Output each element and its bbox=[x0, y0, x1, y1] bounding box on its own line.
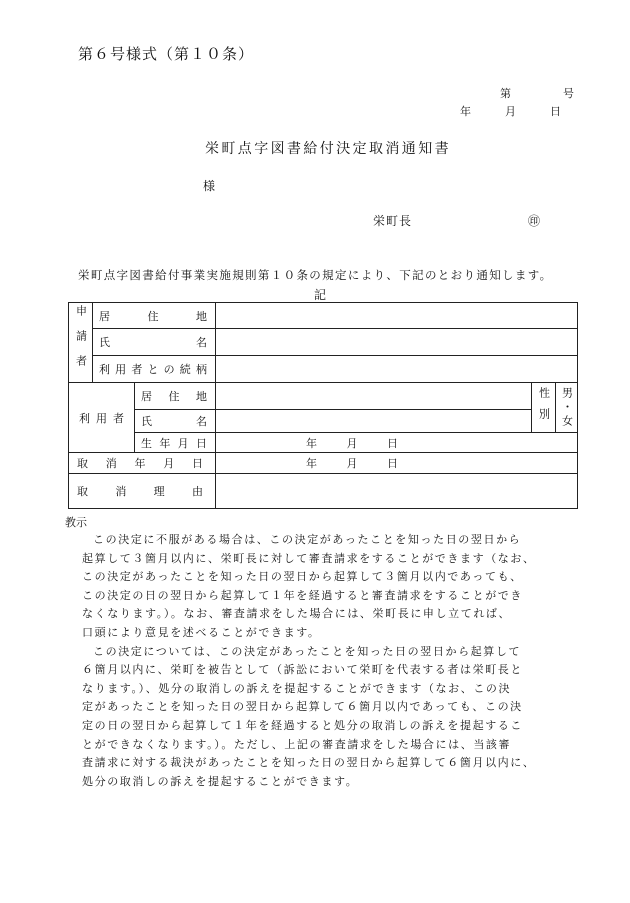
notice-line: 処分の取消しの訴えを提起することができます。 bbox=[82, 774, 359, 788]
issuer-name: 栄町長 bbox=[373, 214, 413, 228]
applicant-name-field[interactable] bbox=[216, 329, 578, 356]
applicant-address-label: 居 住 地 bbox=[93, 303, 216, 329]
relation-field[interactable] bbox=[216, 356, 578, 383]
ki-label: 記 bbox=[314, 288, 327, 302]
birth-date-field[interactable] bbox=[216, 433, 578, 453]
applicant-address-field[interactable] bbox=[216, 303, 578, 329]
notice-line: この決定に不服がある場合は、この決定があったことを知った日の翌日から bbox=[93, 533, 522, 546]
notice-line: この決定の日の翌日から起算して１年を経過すると審査請求をすることができ bbox=[82, 588, 523, 602]
document-date-field bbox=[460, 103, 561, 119]
notice-line: 定があったことを知った日の翌日から起算して６箇月以内であっても、この決 bbox=[82, 700, 523, 714]
month-label: 月 bbox=[505, 105, 516, 118]
notice-line: 起算して３箇月以内に、栄町長に対して審査請求をすることができます（なお、 bbox=[82, 551, 536, 565]
notice-line: なります。）、処分の取消しの訴えを提起することができます（なお、この決 bbox=[82, 681, 512, 695]
sex-options[interactable]: 男・女 bbox=[556, 383, 578, 433]
document-number-field bbox=[500, 85, 574, 101]
notice-line: ６箇月以内に、栄町を被告として（訴訟において栄町を代表する者は栄町長と bbox=[82, 663, 523, 677]
user-name-field[interactable] bbox=[216, 410, 532, 433]
no-suffix: 号 bbox=[563, 87, 574, 100]
birth-day: 日 bbox=[387, 436, 398, 450]
cancel-date-label: 取 消 年 月 日 bbox=[69, 453, 216, 474]
user-group-label: 利 用 者 bbox=[69, 383, 135, 453]
addressee-suffix: 様 bbox=[203, 179, 216, 193]
user-name-label: 氏 名 bbox=[135, 410, 216, 433]
cancel-month: 月 bbox=[346, 457, 358, 470]
cancel-reason-label: 取 消 理 由 bbox=[69, 474, 216, 509]
applicant-group-label: 申請者 bbox=[69, 303, 93, 383]
cancel-reason-field[interactable] bbox=[216, 474, 578, 509]
notice-line: とができなくなります。）。ただし、上記の審査請求をした場合には、当該審 bbox=[82, 737, 512, 751]
notice-line: この決定については、この決定があったことを知った日の翌日から起算して bbox=[93, 644, 522, 658]
form-number: 第６号様式（第１０条） bbox=[78, 45, 255, 63]
birth-year: 年 bbox=[306, 436, 317, 450]
notice-line: 査請求に対する裁決があったことを知った日の翌日から起算して６箇月以内に、 bbox=[82, 756, 536, 770]
notice-line: なくなります。）。なお、審査請求をした場合には、栄町長に申し立てれば、 bbox=[82, 607, 512, 621]
notice-line: この決定があったことを知った日の翌日から起算して３箇月以内であっても、 bbox=[82, 570, 523, 584]
user-address-field[interactable] bbox=[216, 383, 532, 410]
notice-line: 口頭により意見を述べることができます。 bbox=[82, 625, 321, 639]
notice-heading: 教示 bbox=[65, 516, 87, 529]
no-prefix: 第 bbox=[500, 87, 511, 100]
document-title: 栄町点字図書給付決定取消通知書 bbox=[205, 141, 451, 157]
relation-label: 利 用 者 と の 続 柄 bbox=[93, 356, 216, 383]
notice-body bbox=[82, 531, 592, 791]
user-address-label: 居 住 地 bbox=[135, 383, 216, 410]
year-label: 年 bbox=[460, 105, 471, 118]
applicant-name-label: 氏 名 bbox=[93, 329, 216, 356]
day-label: 日 bbox=[550, 105, 561, 118]
notice-table bbox=[68, 302, 578, 509]
seal-mark: ㊞ bbox=[528, 214, 541, 228]
sex-label: 性別 bbox=[532, 383, 556, 433]
cancel-date-field[interactable] bbox=[216, 453, 578, 474]
birth-month: 月 bbox=[346, 436, 358, 450]
cancel-year: 年 bbox=[306, 457, 317, 470]
notice-line: 定の日の翌日から起算して１年を経過すると処分の取消しの訴えを提起するこ bbox=[82, 718, 523, 732]
cancel-day: 日 bbox=[387, 457, 398, 470]
birth-date-label: 生 年 月 日 bbox=[135, 433, 216, 453]
intro-text: 栄町点字図書給付事業実施規則第１０条の規定により、下記のとおり通知します。 bbox=[78, 268, 553, 282]
